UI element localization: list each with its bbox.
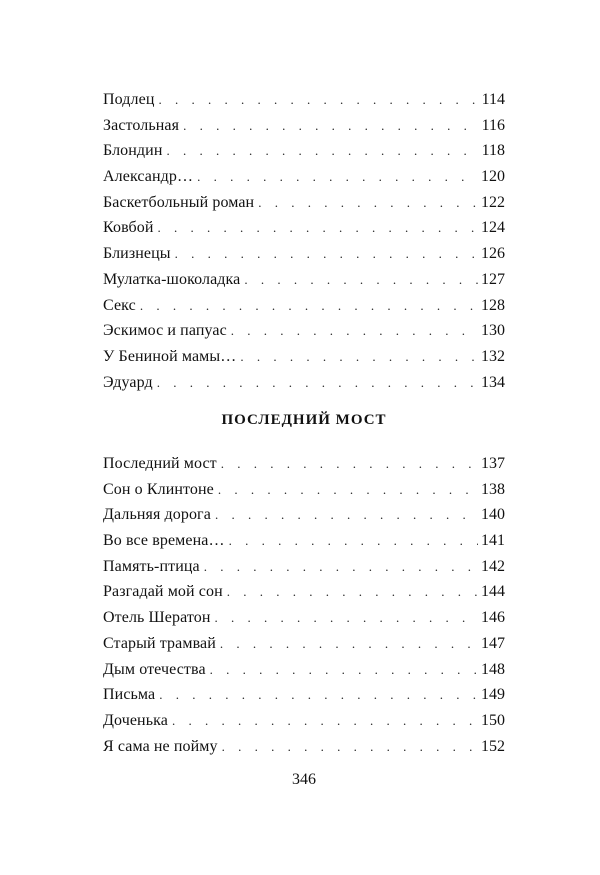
toc-entry (103, 318, 505, 344)
toc-entry-title: Эскимос и папуас (103, 322, 227, 340)
toc-entry (103, 528, 505, 554)
toc-entry (103, 370, 505, 396)
dot-leader (222, 734, 478, 760)
toc-entry-title: Александр… (103, 168, 194, 186)
toc-entry-page: 132 (481, 347, 505, 365)
dot-leader (159, 682, 478, 708)
toc-list-previous-section (103, 87, 505, 395)
toc-entry-title: Застольная (103, 116, 180, 134)
toc-entry-page: 127 (481, 270, 505, 288)
toc-entry-title: Я сама не пойму (103, 737, 218, 755)
toc-entry (103, 734, 505, 760)
toc-entry (103, 215, 505, 241)
toc-entry-page: 138 (481, 480, 505, 498)
toc-entry-page: 114 (481, 91, 505, 108)
section-heading: ПОСЛЕДНИЙ МОСТ (221, 412, 387, 428)
dot-leader (204, 554, 478, 580)
toc-entry-title: Дальняя дорога (103, 506, 211, 524)
toc-entry (103, 344, 505, 370)
toc-entry-page: 126 (481, 245, 505, 263)
toc-entry (103, 87, 505, 113)
toc-entry (103, 241, 505, 267)
toc-entry-title: Сон о Клинтоне (103, 480, 214, 498)
toc-entry (103, 477, 505, 503)
dot-leader (218, 477, 478, 503)
toc-entry-title: У Бениной мамы… (103, 347, 237, 365)
toc-entry-title: Доченька (103, 711, 168, 729)
dot-leader (227, 579, 478, 605)
dot-leader (158, 215, 478, 241)
toc-entry-page: 124 (481, 219, 505, 237)
toc-entry (103, 657, 505, 683)
toc-entry-title: Близнецы (103, 245, 171, 263)
dot-leader (258, 190, 478, 216)
dot-leader (244, 267, 478, 293)
toc-entry-page: 140 (481, 506, 505, 524)
toc-entry (103, 554, 505, 580)
dot-leader (172, 708, 478, 734)
toc-entry-page: 120 (481, 168, 505, 186)
toc-entry (103, 605, 505, 631)
toc-entry-page: 142 (481, 557, 505, 575)
toc-entry-page: 116 (481, 116, 505, 134)
dot-leader (167, 138, 479, 164)
toc-entry (103, 190, 505, 216)
page-number: 346 (292, 771, 316, 788)
toc-entry (103, 138, 505, 164)
toc-entry-title: Дым отечества (103, 660, 206, 678)
toc-entry-page: 152 (481, 737, 505, 755)
toc-entry (103, 164, 505, 190)
toc-list-last-bridge (103, 451, 505, 759)
dot-leader (240, 344, 478, 370)
toc-entry (103, 267, 505, 293)
dot-leader (183, 113, 479, 139)
toc-entry (103, 293, 505, 319)
dot-leader (215, 502, 478, 528)
toc-entry (103, 682, 505, 708)
toc-entry-title: Письма (103, 686, 156, 704)
toc-entry-page: 130 (481, 322, 505, 340)
toc-entry-title: Старый трамвай (103, 634, 216, 652)
toc-entry-title: Подлец (103, 91, 155, 108)
toc-entry-page: 150 (481, 711, 505, 729)
toc-entry (103, 502, 505, 528)
toc-entry (103, 631, 505, 657)
toc-entry-title: Мулатка-шоколадка (103, 270, 241, 288)
toc-entry-page: 148 (481, 660, 505, 678)
toc-entry-page: 146 (481, 609, 505, 627)
toc-entry-title: Разгадай мой сон (103, 583, 223, 601)
dot-leader (197, 164, 478, 190)
toc-entry-page: 147 (481, 634, 505, 652)
dot-leader (231, 318, 478, 344)
dot-leader (140, 293, 478, 319)
toc-entry-title: Секс (103, 296, 136, 314)
dot-leader (215, 605, 478, 631)
toc-entry-title: Отель Шератон (103, 609, 211, 627)
toc-entry (103, 708, 505, 734)
toc-entry-page: 137 (481, 455, 505, 472)
toc-entry-title: Во все времена… (103, 532, 225, 550)
toc-entry-title: Баскетбольный роман (103, 193, 255, 211)
toc-entry (103, 579, 505, 605)
toc-entry-page: 144 (481, 583, 505, 601)
toc-entry-page: 141 (481, 532, 505, 550)
dot-leader (157, 370, 478, 396)
toc-entry-title: Блондин (103, 142, 163, 160)
toc-entry-page: 118 (481, 142, 505, 160)
toc-entry-page: 128 (481, 296, 505, 314)
book-page (103, 0, 505, 875)
dot-leader (175, 241, 478, 267)
toc-entry-title: Эдуард (103, 373, 153, 391)
toc-entry-title: Память-птица (103, 557, 200, 575)
dot-leader (158, 87, 478, 113)
toc-entry-title: Ковбой (103, 219, 154, 237)
toc-entry-title: Последний мост (103, 455, 217, 472)
toc-entry-page: 134 (481, 373, 505, 391)
dot-leader (220, 631, 478, 657)
dot-leader (229, 528, 478, 554)
toc-entry (103, 113, 505, 139)
dot-leader (210, 657, 478, 683)
dot-leader (221, 451, 478, 477)
toc-entry (103, 451, 505, 477)
toc-entry-page: 122 (481, 193, 505, 211)
toc-entry-page: 149 (481, 686, 505, 704)
